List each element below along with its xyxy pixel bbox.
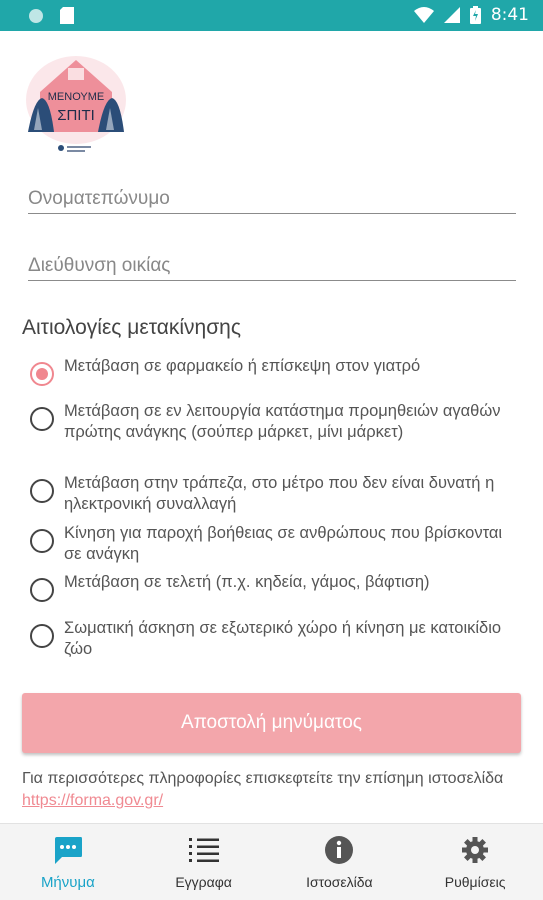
official-site-link[interactable]: https://forma.gov.gr/ xyxy=(22,792,164,809)
reason-label: Σωματική άσκηση σε εξωτερικό χώρο ή κίνηση με κατοικίδιο ζώο xyxy=(64,619,502,658)
radio-button-selected[interactable] xyxy=(30,362,54,386)
list-icon xyxy=(188,834,220,866)
home-address-field[interactable] xyxy=(28,241,516,281)
info-text xyxy=(22,768,522,812)
reason-option-4[interactable] xyxy=(30,523,520,565)
reason-label: Μετάβαση σε φαρμακείο ή επίσκεψη στον γιατρό xyxy=(64,357,421,375)
info-icon xyxy=(323,834,355,866)
sd-card-icon xyxy=(60,7,74,24)
signal-icon xyxy=(444,7,460,23)
gear-icon xyxy=(459,834,491,866)
send-message-button[interactable]: Αποστολή μηνύματος xyxy=(22,693,521,753)
sync-circle-icon xyxy=(28,8,44,24)
reason-label: Μετάβαση σε τελετή (π.χ. κηδεία, γάμος, βάφτιση) xyxy=(64,573,430,591)
radio-button[interactable] xyxy=(30,407,54,431)
reason-option-6[interactable] xyxy=(30,618,520,660)
message-icon xyxy=(52,834,84,866)
svg-text:ΜΕΝΟΥΜΕ: ΜΕΝΟΥΜΕ xyxy=(47,91,105,103)
reason-option-1[interactable] xyxy=(30,356,520,386)
nav-item-website[interactable] xyxy=(272,824,408,900)
reason-label: Κίνηση για παροχή βοήθειας σε ανθρώπους που βρίσκονται σε ανάγκη xyxy=(64,524,503,563)
status-bar xyxy=(0,0,543,31)
info-text-body: Για περισσότερες πληροφορίες επισκεφτείτε την επίσημη ιστοσελίδα xyxy=(22,770,504,787)
reason-option-5[interactable] xyxy=(30,572,520,602)
nav-label: Εγγραφα xyxy=(175,874,232,890)
full-name-input[interactable] xyxy=(28,174,516,213)
clock: 8:41 xyxy=(490,5,529,25)
reasons-title: Αιτιολογίες μετακίνησης xyxy=(22,316,241,339)
stay-home-logo xyxy=(24,52,128,160)
reason-option-2[interactable] xyxy=(30,401,520,443)
wifi-icon xyxy=(414,7,434,23)
radio-button[interactable] xyxy=(30,479,54,503)
reason-label: Μετάβαση σε εν λειτουργία κατάστημα προμηθειών αγαθών πρώτης ανάγκης (σούπερ μάρκετ, μίνι μάρκετ) xyxy=(64,402,501,441)
battery-icon xyxy=(470,6,481,24)
reason-option-3[interactable] xyxy=(30,473,520,515)
bottom-navigation xyxy=(0,823,543,900)
nav-label: Ρυθμίσεις xyxy=(444,874,506,890)
nav-label: Μήνυμα xyxy=(40,874,95,891)
svg-text:ΣΠΙΤΙ: ΣΠΙΤΙ xyxy=(57,107,95,124)
nav-item-settings[interactable] xyxy=(407,824,543,900)
full-name-field[interactable] xyxy=(28,174,516,214)
radio-button[interactable] xyxy=(30,624,54,648)
reason-label: Μετάβαση στην τράπεζα, στο μέτρο που δεν είναι δυνατή η ηλεκτρονική συναλλαγή xyxy=(64,474,495,513)
nav-item-message[interactable] xyxy=(0,824,136,900)
radio-button[interactable] xyxy=(30,529,54,553)
nav-item-documents[interactable] xyxy=(136,824,272,900)
radio-button[interactable] xyxy=(30,578,54,602)
home-address-input[interactable] xyxy=(28,241,516,280)
nav-label: Ιστοσελίδα xyxy=(306,874,373,890)
